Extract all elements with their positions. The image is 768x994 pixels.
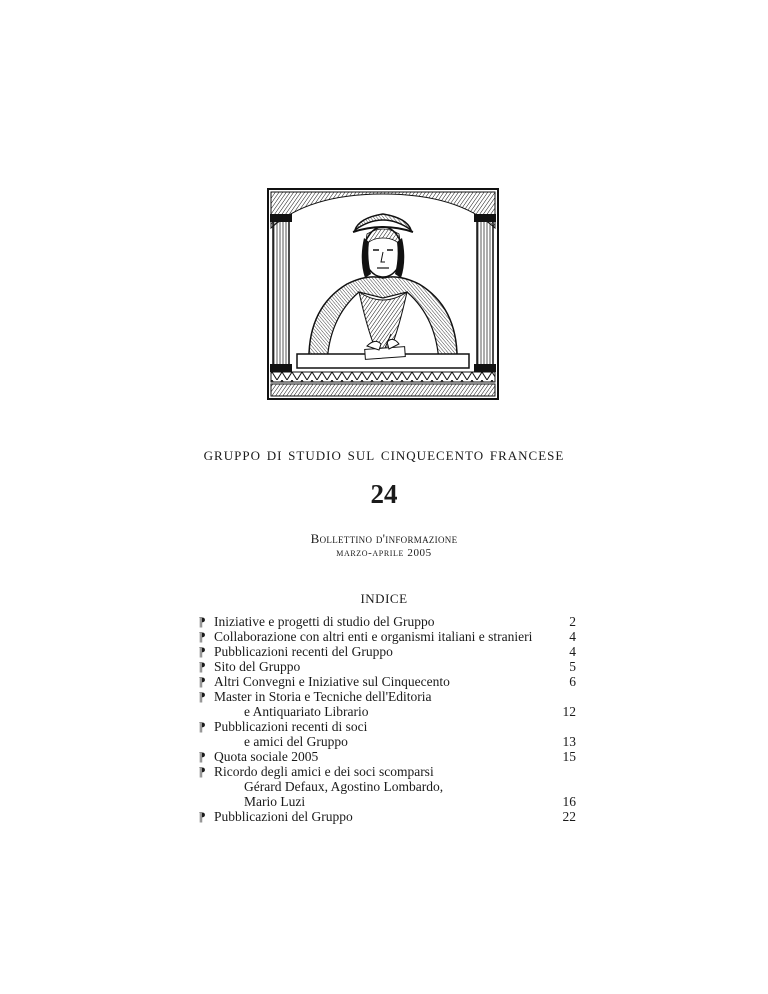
toc-entry-page: 16 xyxy=(562,794,576,809)
toc-entry-line: Pubblicazioni recenti del Gruppo xyxy=(214,644,393,659)
pilcrow-icon: ¶ xyxy=(199,749,205,764)
issue-number: 24 xyxy=(370,479,398,509)
toc-entry-line: Ricordo degli amici e dei soci scomparsi xyxy=(214,764,434,779)
toc-entry-title xyxy=(208,764,552,809)
toc-entry xyxy=(196,689,576,719)
toc-entry xyxy=(196,749,576,764)
group-title: gruppo di studio sul cinquecento francese xyxy=(203,444,565,465)
toc-entry xyxy=(196,764,576,809)
toc-entry-line: e Antiquariato Librario xyxy=(244,704,369,719)
toc-entry-page: 6 xyxy=(569,674,576,689)
toc-entry-page: 12 xyxy=(562,704,576,719)
toc-entry xyxy=(196,809,576,824)
toc-entry-page: 4 xyxy=(569,644,576,659)
toc-entry-page: 22 xyxy=(562,809,576,824)
toc-entry-line: Iniziative e progetti di studio del Gruppo xyxy=(214,614,435,629)
pilcrow-icon: ¶ xyxy=(199,629,205,644)
toc-entry-page: 13 xyxy=(562,734,576,749)
toc-entry xyxy=(196,644,576,659)
pilcrow-icon: ¶ xyxy=(199,689,205,704)
pilcrow-icon: ¶ xyxy=(199,614,205,629)
toc-entry-title xyxy=(208,614,552,629)
toc-entry-line: Quota sociale 2005 xyxy=(214,749,319,764)
toc-entry xyxy=(196,719,576,749)
toc-entry-title xyxy=(208,749,552,764)
woodcut-portrait-illustration xyxy=(267,188,499,400)
toc-entry-title xyxy=(208,659,552,674)
toc-entry xyxy=(196,614,576,629)
toc-entry-line: e amici del Gruppo xyxy=(244,734,348,749)
toc-entry-title xyxy=(208,644,552,659)
toc-entry xyxy=(196,659,576,674)
toc-entry-line: Master in Storia e Tecniche dell'Editoria xyxy=(214,689,432,704)
toc-entry xyxy=(196,629,576,644)
index-heading: INDICE xyxy=(360,591,408,606)
pilcrow-icon: ¶ xyxy=(199,764,205,779)
pilcrow-icon: ¶ xyxy=(199,809,205,824)
table-of-contents xyxy=(196,614,576,824)
toc-entry-line: Collaborazione con altri enti e organismi italiani e stranieri xyxy=(214,629,533,644)
toc-entry-title xyxy=(208,719,552,749)
toc-entry-title xyxy=(208,674,552,689)
toc-entry-page: 4 xyxy=(569,629,576,644)
toc-entry-title xyxy=(208,689,552,719)
toc-entry-line: Mario Luzi xyxy=(244,794,306,809)
bulletin-date: marzo-aprile 2005 xyxy=(336,547,432,559)
toc-entry-page: 2 xyxy=(569,614,576,629)
pilcrow-icon: ¶ xyxy=(199,644,205,659)
bulletin-title: Bollettino d'informazione xyxy=(310,531,458,546)
toc-entry-line: Pubblicazioni del Gruppo xyxy=(214,809,353,824)
pilcrow-icon: ¶ xyxy=(199,659,205,674)
toc-entry xyxy=(196,674,576,689)
toc-entry-line: Altri Convegni e Iniziative sul Cinquecento xyxy=(214,674,450,689)
toc-entry-line: Pubblicazioni recenti di soci xyxy=(214,719,368,734)
toc-entry-page: 15 xyxy=(562,749,576,764)
toc-entry-line: Gérard Defaux, Agostino Lombardo, xyxy=(244,779,444,794)
toc-entry-line: Sito del Gruppo xyxy=(214,659,301,674)
pilcrow-icon: ¶ xyxy=(199,674,205,689)
toc-entry-page: 5 xyxy=(569,659,576,674)
toc-entry-title xyxy=(208,629,552,644)
pilcrow-icon: ¶ xyxy=(199,719,205,734)
toc-entry-title xyxy=(208,809,552,824)
